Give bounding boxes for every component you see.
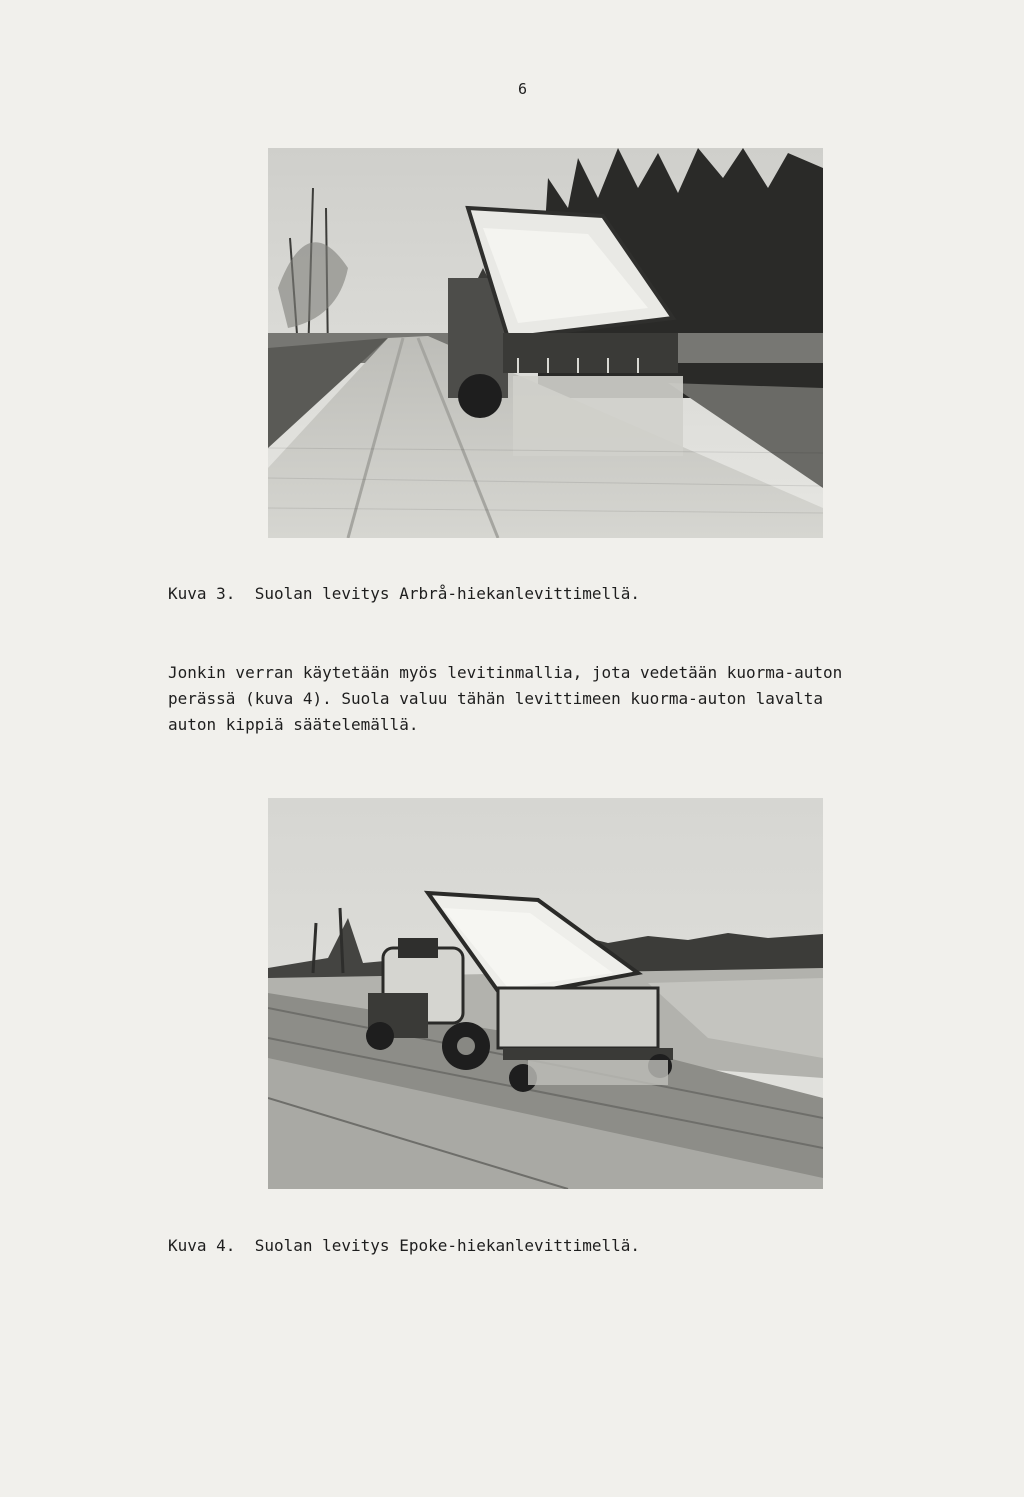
paragraph-line: perässä (kuva 4). Suola valuu tähän levittimeen kuorma-auton lavalta [168,689,824,708]
caption-text: Suolan levitys Epoke-hiekanlevittimellä. [254,1236,641,1255]
page-number: 6 [518,80,528,98]
caption-label: Kuva 3. [168,584,236,603]
caption-text: Suolan levitys Arbrå-hiekanlevittimellä. [254,584,641,603]
photo-arbra-illustration [268,148,823,538]
photo-epoke-illustration [268,798,823,1189]
paragraph-line: Jonkin verran käytetään myös levitinmallia, jota vedetään kuorma-auton [168,663,843,682]
paragraph-line: auton kippiä säätelemällä. [168,715,419,734]
figure-caption-4 [168,1236,640,1255]
photo-arbra-spreader [268,148,823,538]
caption-label: Kuva 4. [168,1236,236,1255]
photo-epoke-spreader [268,798,823,1189]
body-paragraph [168,660,968,738]
figure-caption-3 [168,584,640,603]
